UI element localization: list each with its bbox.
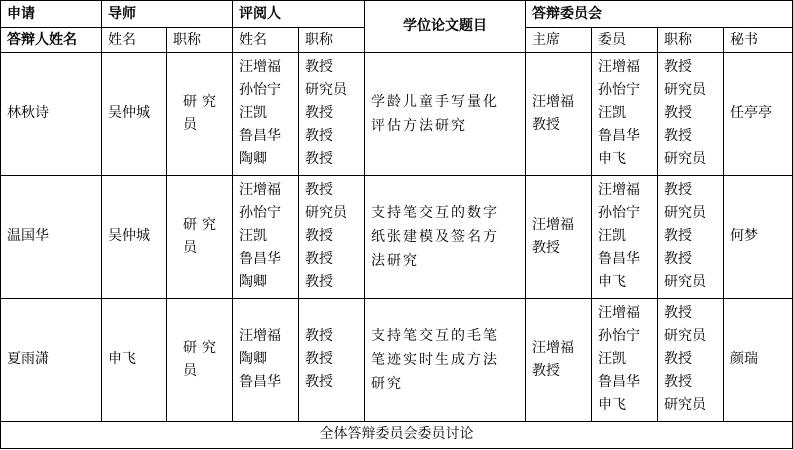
- footer-row: [1, 421, 793, 448]
- thesis-title-line: 笔迹实时生成方法: [371, 351, 499, 368]
- reviewer-title: 教授: [305, 182, 333, 199]
- member-title: 研究员: [664, 274, 706, 291]
- thesis-title: [365, 175, 526, 298]
- header-row-1: [1, 1, 793, 28]
- member-name: 汪增福: [598, 182, 640, 199]
- header-supervisor-name: 姓名: [102, 28, 167, 52]
- header-applicant-line2: 答辩人姓名: [1, 28, 102, 52]
- member-title: 研究员: [664, 328, 706, 345]
- committee-members: [592, 298, 658, 421]
- header-thesis-title: 学位论文题目: [365, 1, 526, 53]
- secretary-name: 何梦: [724, 175, 793, 298]
- chair-name: 汪增福: [532, 339, 574, 356]
- reviewer-name: 汪增福: [239, 182, 281, 199]
- member-title: 教授: [664, 59, 692, 76]
- header-chair: 主席: [526, 28, 592, 52]
- member-title: 教授: [664, 251, 692, 268]
- header-reviewers: 评阅人: [233, 1, 365, 28]
- reviewer-title: 研究员: [305, 205, 347, 222]
- supervisor-title-char: 研: [183, 93, 198, 110]
- chair-title: 教授: [532, 116, 560, 133]
- member-name: 孙怡宁: [598, 82, 640, 99]
- member-title: 研究员: [664, 205, 706, 222]
- reviewer-title: 教授: [305, 274, 333, 291]
- header-reviewer-name: 姓名: [233, 28, 299, 52]
- header-reviewer-title: 职称: [299, 28, 365, 52]
- thesis-title-line: 法研究: [371, 252, 419, 269]
- reviewer-name: 孙怡宁: [239, 82, 281, 99]
- header-committee: 答辩委员会: [526, 1, 793, 28]
- thesis-title-line: 支持笔交互的数字: [371, 204, 499, 221]
- header-member: 委员: [592, 28, 658, 52]
- reviewer-name: 汪增福: [239, 59, 281, 76]
- member-title: 教授: [664, 128, 692, 145]
- reviewer-title: 教授: [305, 59, 333, 76]
- table-row: [1, 175, 793, 298]
- committee-member-titles: [658, 298, 724, 421]
- table-row: [1, 298, 793, 421]
- supervisor-name: 吴仲城: [102, 175, 167, 298]
- thesis-title: [365, 298, 526, 421]
- committee-chair: [526, 298, 592, 421]
- member-title: 研究员: [664, 151, 706, 168]
- reviewer-name: 陶卿: [239, 274, 267, 291]
- reviewer-titles: [299, 298, 365, 421]
- member-name: 孙怡宁: [598, 328, 640, 345]
- header-secretary: 秘书: [724, 28, 793, 52]
- thesis-title-line: 支持笔交互的毛笔: [371, 327, 499, 344]
- supervisor-title-char: 究: [202, 216, 217, 233]
- applicant-name: 温国华: [1, 175, 102, 298]
- member-name: 申飞: [598, 397, 626, 414]
- reviewer-names: [233, 52, 299, 175]
- member-name: 汪凯: [598, 105, 626, 122]
- reviewer-name: 汪凯: [239, 105, 267, 122]
- supervisor-title: [167, 52, 233, 175]
- committee-chair: [526, 175, 592, 298]
- chair-name: 汪增福: [532, 93, 574, 110]
- member-title: 教授: [664, 182, 692, 199]
- member-title: 教授: [664, 228, 692, 245]
- member-title: 教授: [664, 105, 692, 122]
- applicant-name: 夏雨潇: [1, 298, 102, 421]
- reviewer-name: 孙怡宁: [239, 205, 281, 222]
- member-title: 研究员: [664, 82, 706, 99]
- committee-chair: [526, 52, 592, 175]
- member-name: 申飞: [598, 274, 626, 291]
- thesis-title: [365, 52, 526, 175]
- reviewer-title: 教授: [305, 374, 333, 391]
- supervisor-title: [167, 298, 233, 421]
- supervisor-name: 申飞: [102, 298, 167, 421]
- member-name: 汪增福: [598, 305, 640, 322]
- reviewer-names: [233, 175, 299, 298]
- supervisor-title-char: 员: [183, 239, 197, 256]
- reviewer-title: 教授: [305, 228, 333, 245]
- member-name: 汪凯: [598, 351, 626, 368]
- member-title: 教授: [664, 305, 692, 322]
- member-name: 鲁昌华: [598, 128, 640, 145]
- reviewer-name: 鲁昌华: [239, 128, 281, 145]
- reviewer-title: 教授: [305, 105, 333, 122]
- member-name: 申飞: [598, 151, 626, 168]
- reviewer-title: 研究员: [305, 82, 347, 99]
- thesis-title-line: 学龄儿童手写量化: [371, 93, 499, 110]
- supervisor-title-char: 员: [183, 362, 197, 379]
- committee-member-titles: [658, 52, 724, 175]
- member-name: 鲁昌华: [598, 251, 640, 268]
- reviewer-name: 鲁昌华: [239, 374, 281, 391]
- committee-members: [592, 52, 658, 175]
- reviewer-title: 教授: [305, 351, 333, 368]
- supervisor-title: [167, 175, 233, 298]
- reviewer-name: 陶卿: [239, 351, 267, 368]
- reviewer-title: 教授: [305, 251, 333, 268]
- member-name: 汪增福: [598, 59, 640, 76]
- member-title: 教授: [664, 351, 692, 368]
- reviewer-title: 教授: [305, 128, 333, 145]
- header-supervisor: 导师: [102, 1, 233, 28]
- committee-members: [592, 175, 658, 298]
- chair-title: 教授: [532, 239, 560, 256]
- reviewer-titles: [299, 175, 365, 298]
- supervisor-title-char: 员: [183, 116, 197, 133]
- reviewer-titles: [299, 52, 365, 175]
- reviewer-name: 鲁昌华: [239, 251, 281, 268]
- committee-member-titles: [658, 175, 724, 298]
- reviewer-title: 教授: [305, 328, 333, 345]
- secretary-name: 颜瑞: [724, 298, 793, 421]
- table-row: [1, 52, 793, 175]
- secretary-name: 任亭亭: [724, 52, 793, 175]
- supervisor-title-char: 研: [183, 339, 198, 356]
- reviewer-name: 陶卿: [239, 151, 267, 168]
- thesis-title-line: 研究: [371, 375, 403, 392]
- member-name: 孙怡宁: [598, 205, 640, 222]
- member-name: 鲁昌华: [598, 374, 640, 391]
- thesis-title-line: 评估方法研究: [371, 117, 467, 134]
- chair-title: 教授: [532, 362, 560, 379]
- reviewer-name: 汪增福: [239, 328, 281, 345]
- member-title: 研究员: [664, 397, 706, 414]
- footer-note: 全体答辩委员会委员讨论: [1, 421, 793, 448]
- reviewer-name: 汪凯: [239, 228, 267, 245]
- thesis-title-line: 纸张建模及签名方: [371, 228, 499, 245]
- applicant-name: 林秋诗: [1, 52, 102, 175]
- reviewer-title: 教授: [305, 151, 333, 168]
- header-member-title: 职称: [658, 28, 724, 52]
- member-name: 汪凯: [598, 228, 626, 245]
- supervisor-name: 吴仲城: [102, 52, 167, 175]
- header-applicant-line1: 申请: [1, 1, 102, 28]
- header-supervisor-title: 职称: [167, 28, 233, 52]
- supervisor-title-char: 研: [183, 216, 198, 233]
- reviewer-names: [233, 298, 299, 421]
- chair-name: 汪增福: [532, 216, 574, 233]
- member-title: 教授: [664, 374, 692, 391]
- supervisor-title-char: 究: [202, 339, 217, 356]
- supervisor-title-char: 究: [202, 93, 217, 110]
